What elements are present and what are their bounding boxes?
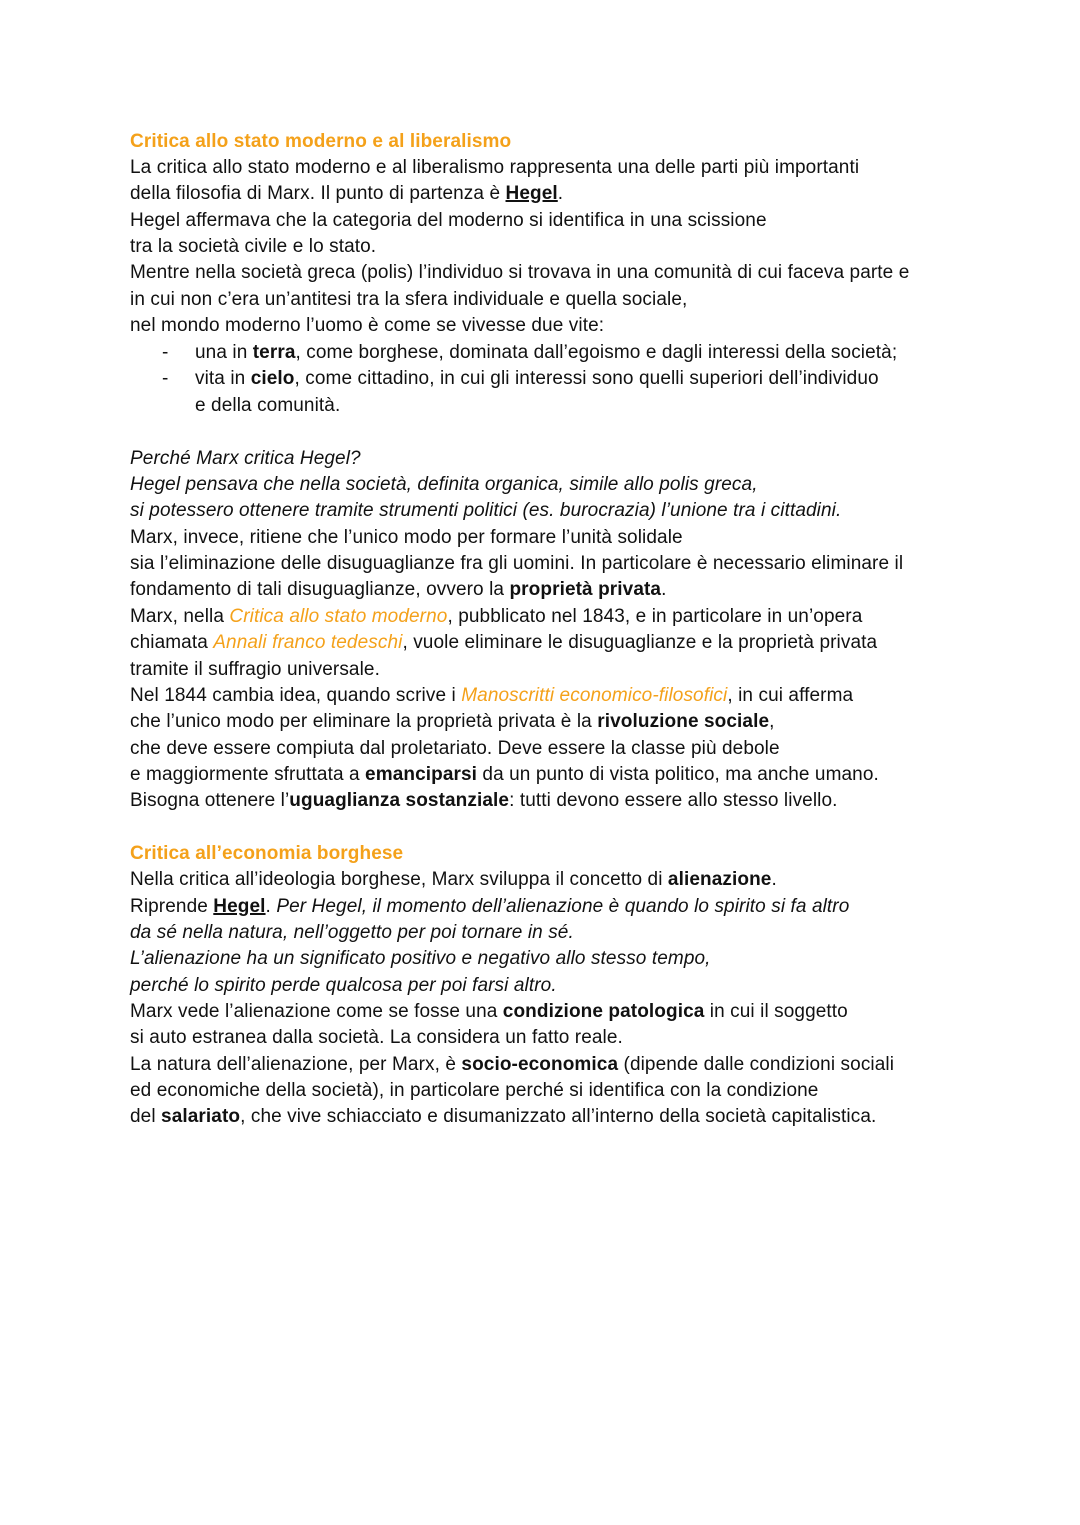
section-heading-economia-borghese: Critica all’economia borghese [130, 843, 404, 864]
paragraph-line: ed economiche della società), in particolare perché si identifica con la condizione [130, 1080, 819, 1101]
paragraph-line: in cui non c’era un’antitesi tra la sfera individuale e quella sociale, [130, 289, 688, 310]
paragraph-line: Riprende Hegel. Per Hegel, il momento dell’alienazione è quando lo spirito si fa altro [130, 896, 850, 917]
paragraph-line: e maggiormente sfruttata a emanciparsi da un punto di vista politico, ma anche umano. [130, 764, 879, 785]
paragraph-line: sia l’eliminazione delle disuguaglianze fra gli uomini. In particolare è necessario eliminare il [130, 553, 904, 574]
paragraph-line: fondamento di tali disuguaglianze, ovvero la proprietà privata. [130, 579, 667, 600]
paragraph-line: che deve essere compiuta dal proletariato. Deve essere la classe più debole [130, 738, 780, 759]
italic-line: si potessero ottenere tramite strumenti politici (es. burocrazia) l’unione tra i cittadini. [130, 500, 842, 521]
paragraph-line: che l’unico modo per eliminare la proprietà privata è la rivoluzione sociale, [130, 711, 775, 732]
section-heading-stato-moderno: Critica allo stato moderno e al liberalismo [130, 131, 512, 152]
paragraph-line: nel mondo moderno l’uomo è come se vivesse due vite: [130, 315, 605, 336]
italic-line: da sé nella natura, nell’oggetto per poi tornare in sé. [130, 922, 574, 943]
bullet-item-cielo: vita in cielo, come cittadino, in cui gli interessi sono quelli superiori dell’individuo [195, 368, 879, 389]
work-title: Critica allo stato moderno [229, 606, 448, 627]
paragraph-line: Mentre nella società greca (polis) l’individuo si trovava in una comunità di cui faceva parte e [130, 262, 910, 283]
work-title: Annali franco tedeschi [213, 632, 403, 653]
paragraph-line: Nella critica all’ideologia borghese, Marx sviluppa il concetto di alienazione. [130, 869, 777, 890]
paragraph-line: Marx, nella Critica allo stato moderno, pubblicato nel 1843, e in particolare in un’opera [130, 606, 863, 627]
bullet-dash: - [162, 342, 169, 363]
italic-line: Hegel pensava che nella società, definita organica, simile allo polis greca, [130, 474, 758, 495]
paragraph-line: La natura dell’alienazione, per Marx, è socio-economica (dipende dalle condizioni sociali [130, 1054, 895, 1075]
work-title: Manoscritti economico-filosofici [461, 685, 728, 706]
paragraph-line: Bisogna ottenere l’uguaglianza sostanziale: tutti devono essere allo stesso livello. [130, 790, 838, 811]
paragraph-line: Marx vede l’alienazione come se fosse una condizione patologica in cui il soggetto [130, 1001, 848, 1022]
italic-question: Perché Marx critica Hegel? [130, 448, 361, 469]
paragraph-line: del salariato, che vive schiacciato e disumanizzato all’interno della società capitalistica. [130, 1106, 877, 1127]
bullet-dash: - [162, 368, 169, 389]
hegel-emphasis: Hegel [213, 896, 266, 917]
paragraph-line: della filosofia di Marx. Il punto di partenza è Hegel. [130, 183, 564, 204]
paragraph-line: Marx, invece, ritiene che l’unico modo per formare l’unità solidale [130, 527, 683, 548]
bullet-item-cielo-cont: e della comunità. [195, 395, 341, 416]
paragraph-line: chiamata Annali franco tedeschi, vuole eliminare le disuguaglianze e la proprietà privata [130, 632, 878, 653]
paragraph-line: tra la società civile e lo stato. [130, 236, 377, 257]
italic-line: perché lo spirito perde qualcosa per poi farsi altro. [130, 975, 557, 996]
italic-line: L’alienazione ha un significato positivo e negativo allo stesso tempo, [130, 948, 711, 969]
paragraph-line: La critica allo stato moderno e al liberalismo rappresenta una delle parti più importanti [130, 157, 860, 178]
hegel-emphasis: Hegel [505, 183, 558, 204]
paragraph-line: Nel 1844 cambia idea, quando scrive i Manoscritti economico-filosofici, in cui afferma [130, 685, 854, 706]
paragraph-line: Hegel affermava che la categoria del moderno si identifica in una scissione [130, 210, 767, 231]
paragraph-line: tramite il suffragio universale. [130, 659, 380, 680]
paragraph-line: si auto estranea dalla società. La considera un fatto reale. [130, 1027, 623, 1048]
bullet-item-terra: una in terra, come borghese, dominata dall’egoismo e dagli interessi della società; [195, 342, 898, 363]
